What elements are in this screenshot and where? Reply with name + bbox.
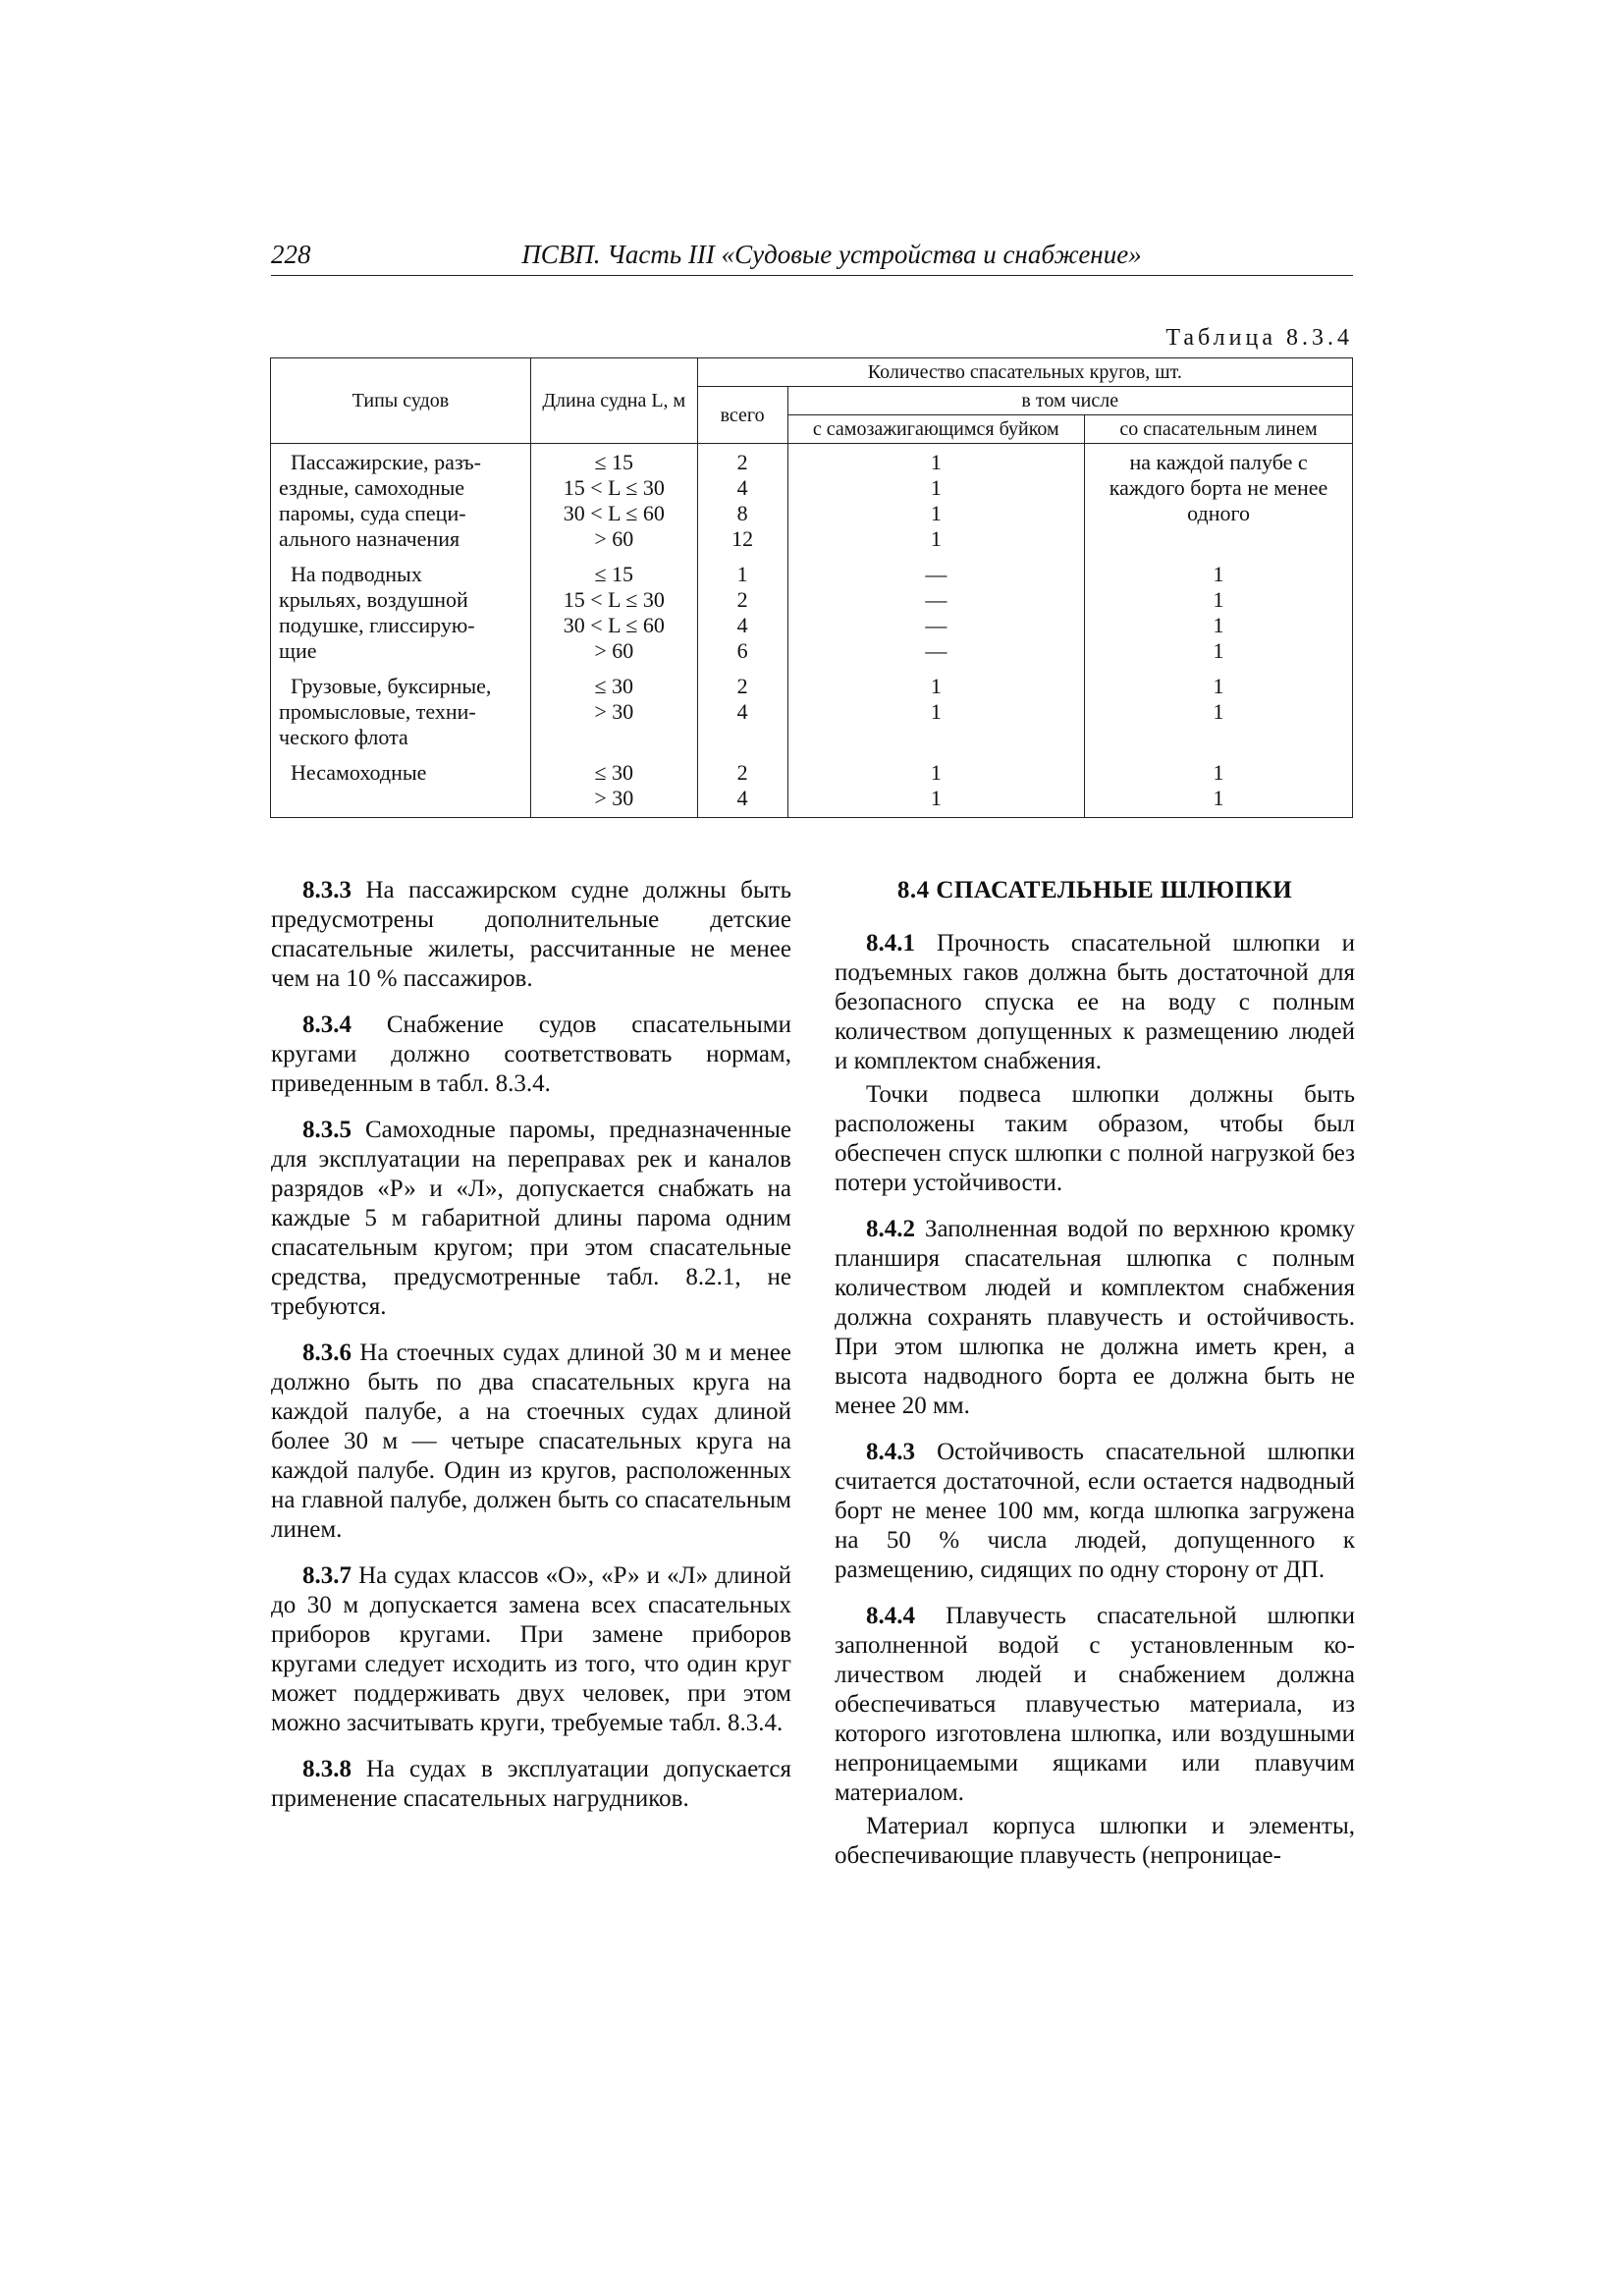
buoy-cell: 1	[930, 786, 942, 810]
buoy-cell: 1	[930, 526, 942, 551]
line-cell: 1	[1213, 587, 1224, 612]
table-row	[271, 558, 1353, 670]
clause-number: 8.4.4	[866, 1603, 915, 1629]
length-cell: > 60	[594, 638, 634, 663]
ship-type-line: ального назначения	[279, 526, 460, 551]
length-cell: > 30	[594, 699, 634, 724]
running-title: ПСВП. Часть III «Судовые устройства и снабжение»	[521, 240, 1142, 269]
paragraph-8-4-3	[835, 1438, 1355, 1585]
total-cell: 4	[736, 786, 748, 810]
length-cell: ≤ 15	[594, 450, 634, 474]
buoy-cell: —	[925, 587, 947, 612]
length-cell: ≤ 15	[594, 562, 634, 586]
line-cell: 1	[1213, 638, 1224, 663]
clause-number: 8.3.3	[302, 877, 352, 903]
line-cell: 1	[1213, 760, 1224, 785]
ship-type-line: Несамоходные	[291, 760, 427, 785]
total-cell: 4	[736, 475, 748, 500]
line-cell: 1	[1213, 562, 1224, 586]
paragraph-8-3-5	[271, 1116, 791, 1322]
ship-type-line: щие	[279, 638, 317, 663]
buoy-cell: 1	[930, 674, 942, 698]
ship-type-line: промысловые, техни-	[279, 699, 476, 724]
clause-text: Снабжение судов спасательными кругами должно соответствовать нормам, приведенным в табл. 8.3.4.	[271, 1011, 791, 1097]
paragraph-8-3-8	[271, 1755, 791, 1814]
paragraph-8-4-2	[835, 1215, 1355, 1421]
ship-type-line: подушке, глиссирую-	[279, 613, 475, 637]
clause-text: Самоходные паромы, предназначенные для эксплуатации на переправах рек и каналов разрядов «Р» и «Л», допускается снабжать на каждые 5 м габаритной длины парома одним спасательным кругом; при этом спасательные средства, предусмотренные табл. 8.2.1, не требуются.	[271, 1117, 791, 1320]
buoy-cell: 1	[930, 501, 942, 525]
length-cell: 15 < L ≤ 30	[563, 587, 665, 612]
paragraph-8-3-3	[271, 876, 791, 994]
table-row	[271, 670, 1353, 756]
clause-text: Прочность спасательной шлюпки и подъемных гаков должна быть достаточной для безопасного спуска ее на воду с полным количеством допущенных к размещению людей и комплектом снабжения.	[835, 930, 1355, 1074]
buoy-cell: 1	[930, 450, 942, 474]
length-cell: > 60	[594, 526, 634, 551]
lifebuoy-norms-table	[270, 357, 1353, 818]
clause-text: На стоечных судах длиной 30 м и менее должно быть по два спасательных круга на каждой палубе, а на стоечных судах длиной более 30 м — четыре спасательных круга на каждой палубе. Один из кругов, расположенных на главной палубе, должен быть со спасательным линем.	[271, 1339, 791, 1543]
buoy-cell: —	[925, 638, 947, 663]
line-cell: 1	[1213, 674, 1224, 698]
ship-type-line: Пассажирские, разъ-	[291, 450, 481, 474]
total-cell: 1	[736, 562, 748, 586]
length-cell: ≤ 30	[594, 760, 634, 785]
total-cell: 2	[736, 587, 748, 612]
clause-number: 8.4.3	[866, 1439, 915, 1465]
clause-number: 8.4.2	[866, 1216, 915, 1242]
total-cell: 12	[731, 526, 754, 551]
length-cell: > 30	[594, 786, 634, 810]
clause-text: На судах в эксплуатации допускается применение спасательных нагрудников.	[271, 1756, 791, 1812]
paragraph-8-3-7	[271, 1561, 791, 1738]
ship-type-line: ездные, самоходные	[279, 475, 465, 500]
clause-text: Плавучесть спасательной шлюпки заполненной водой с установленным количеством людей и снабжением должна обеспечиваться плавучестью материала, из которого изготовлена шлюпка, или воздушными непроницаемыми ящиками или плавучим материалом.	[835, 1603, 1355, 1806]
header-ship-types: Типы судов	[271, 358, 531, 444]
clause-number: 8.3.7	[302, 1562, 352, 1589]
header-quantity: Количество спасательных кругов, шт.	[697, 358, 1352, 387]
line-cell: каждого борта не менее	[1109, 475, 1328, 500]
buoy-cell: 1	[930, 760, 942, 785]
paragraph-8-4-1-continued: Точки подвеса шлюпки должны быть расположены таким образом, чтобы был обеспечен спуск шлюпки с полной нагрузкой без потери устойчивости.	[835, 1081, 1355, 1196]
total-cell: 4	[736, 613, 748, 637]
line-cell: 1	[1213, 699, 1224, 724]
paragraph-8-4-4	[835, 1602, 1355, 1808]
length-cell: 30 < L ≤ 60	[563, 613, 665, 637]
page-number: 228	[271, 240, 311, 269]
clause-number: 8.4.1	[866, 930, 915, 957]
ship-type-line: Грузовые, буксирные,	[291, 674, 492, 698]
line-cell: на каждой палубе с	[1129, 450, 1308, 474]
buoy-cell: 1	[930, 699, 942, 724]
clause-text: На судах классов «О», «Р» и «Л» длиной до 30 м допускается замена всех спасательных приборов кругами. При замене приборов кругами следует исходить из того, что один круг может поддерживать двух человек, при этом можно засчитывать круги, требуемые табл. 8.3.4.	[271, 1562, 791, 1736]
clause-text: Остойчивость спасательной шлюпки считается достаточной, если остается надводный борт не менее 100 мм, когда шлюпка загружена на 50 % числа людей, допущенного к размещению, сидящих по одну сторону от ДП.	[835, 1439, 1355, 1583]
line-cell: 1	[1213, 786, 1224, 810]
clause-number: 8.3.4	[302, 1011, 352, 1038]
ship-type-line: крыльях, воздушной	[279, 587, 468, 612]
line-cell: одного	[1187, 501, 1250, 525]
ship-type-line: На подводных	[291, 562, 422, 586]
total-cell: 4	[736, 699, 748, 724]
line-cell: 1	[1213, 613, 1224, 637]
clause-text: Заполненная водой по верхнюю кромку планширя спасательная шлюпка с полным количеством людей и комплектом снабжения должна сохранять плавучесть и остойчивость. При этом шлюпка не должна иметь крен, а высота надводного борта ее должна быть не менее 20 мм.	[835, 1216, 1355, 1419]
clause-text: На пассажирском судне должны быть предусмотрены дополнительные детские спасательные жилеты, рассчитанные не менее чем на 10 % пассажиров.	[271, 877, 791, 992]
length-cell: ≤ 30	[594, 674, 634, 698]
section-title: 8.4 СПАСАТЕЛЬНЫЕ ШЛЮПКИ	[896, 877, 1293, 903]
paragraph-8-4-1	[835, 929, 1355, 1076]
total-cell: 2	[736, 674, 748, 698]
clause-number: 8.3.5	[302, 1117, 352, 1143]
total-cell: 6	[736, 638, 748, 663]
total-cell: 2	[736, 760, 748, 785]
paragraph-8-4-4-continued: Материал корпуса шлюпки и элементы, обеспечивающие плавучесть (непроницае-	[835, 1813, 1355, 1869]
buoy-cell: —	[925, 562, 947, 586]
buoy-cell: —	[925, 613, 947, 637]
length-cell: 15 < L ≤ 30	[563, 475, 665, 500]
left-text-column	[271, 876, 791, 1831]
running-header	[271, 240, 1353, 276]
ship-type-line: ческого флота	[279, 725, 408, 749]
buoy-cell: 1	[930, 475, 942, 500]
table-row	[271, 444, 1353, 559]
header-total: всего	[697, 387, 787, 444]
table-row	[271, 756, 1353, 818]
length-cell: 30 < L ≤ 60	[563, 501, 665, 525]
right-text-column	[835, 876, 1355, 1887]
total-cell: 2	[736, 450, 748, 474]
paragraph-8-3-6	[271, 1339, 791, 1545]
total-cell: 8	[736, 501, 748, 525]
header-length: Длина судна L, м	[530, 358, 697, 444]
clause-number: 8.3.6	[302, 1339, 352, 1366]
table-caption: Таблица 8.3.4	[1165, 325, 1353, 351]
header-including: в том числе	[787, 387, 1352, 415]
ship-type-line: паромы, суда специ-	[279, 501, 466, 525]
clause-number: 8.3.8	[302, 1756, 352, 1782]
header-with-buoy: с самозажигающимся буйком	[787, 415, 1085, 444]
paragraph-8-3-4	[271, 1011, 791, 1099]
header-with-line: со спасательным линем	[1085, 415, 1353, 444]
